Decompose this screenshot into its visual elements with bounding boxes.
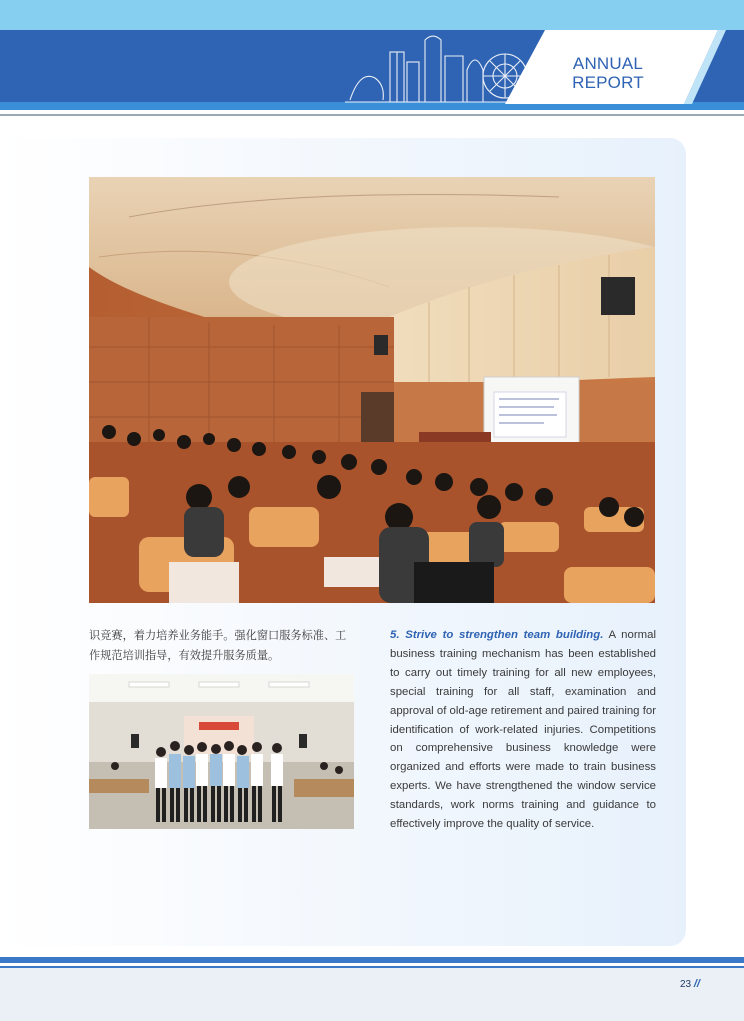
- header-top-strip: [0, 0, 744, 30]
- page-mark: //: [693, 978, 700, 990]
- footer-band: [0, 957, 744, 963]
- footer-background: [0, 968, 744, 1021]
- city-skyline-illustration: [345, 30, 545, 106]
- annual-report-title: [558, 54, 658, 92]
- report-label: REPORT: [572, 73, 644, 92]
- team-group-photo: [89, 674, 354, 829]
- page-number: [640, 978, 700, 990]
- page-number-value: 23: [679, 979, 692, 990]
- english-body-text: A normal business training mechanism has been established to carry out timely training for all new employees, special training for all staff, examination and approval of old-age retirement and paired training for identification of work-related injuries. Competitions on comprehensive business knowledge were organized and efforts were made to train business experts. We have strengthened the window service standards, work norms training and guidance to effectively improve the quality of service.: [390, 629, 656, 831]
- section-heading: 5. Strive to strengthen team building.: [390, 629, 604, 641]
- english-paragraph: [390, 626, 656, 834]
- training-lecture-hall-photo: [89, 177, 655, 603]
- chinese-paragraph: 识竞赛，着力培养业务能手。强化窗口服务标准、工作规范培训指导，有效提升服务质量。: [89, 629, 347, 662]
- header-divider: [0, 114, 744, 116]
- annual-label: ANNUAL: [572, 54, 644, 73]
